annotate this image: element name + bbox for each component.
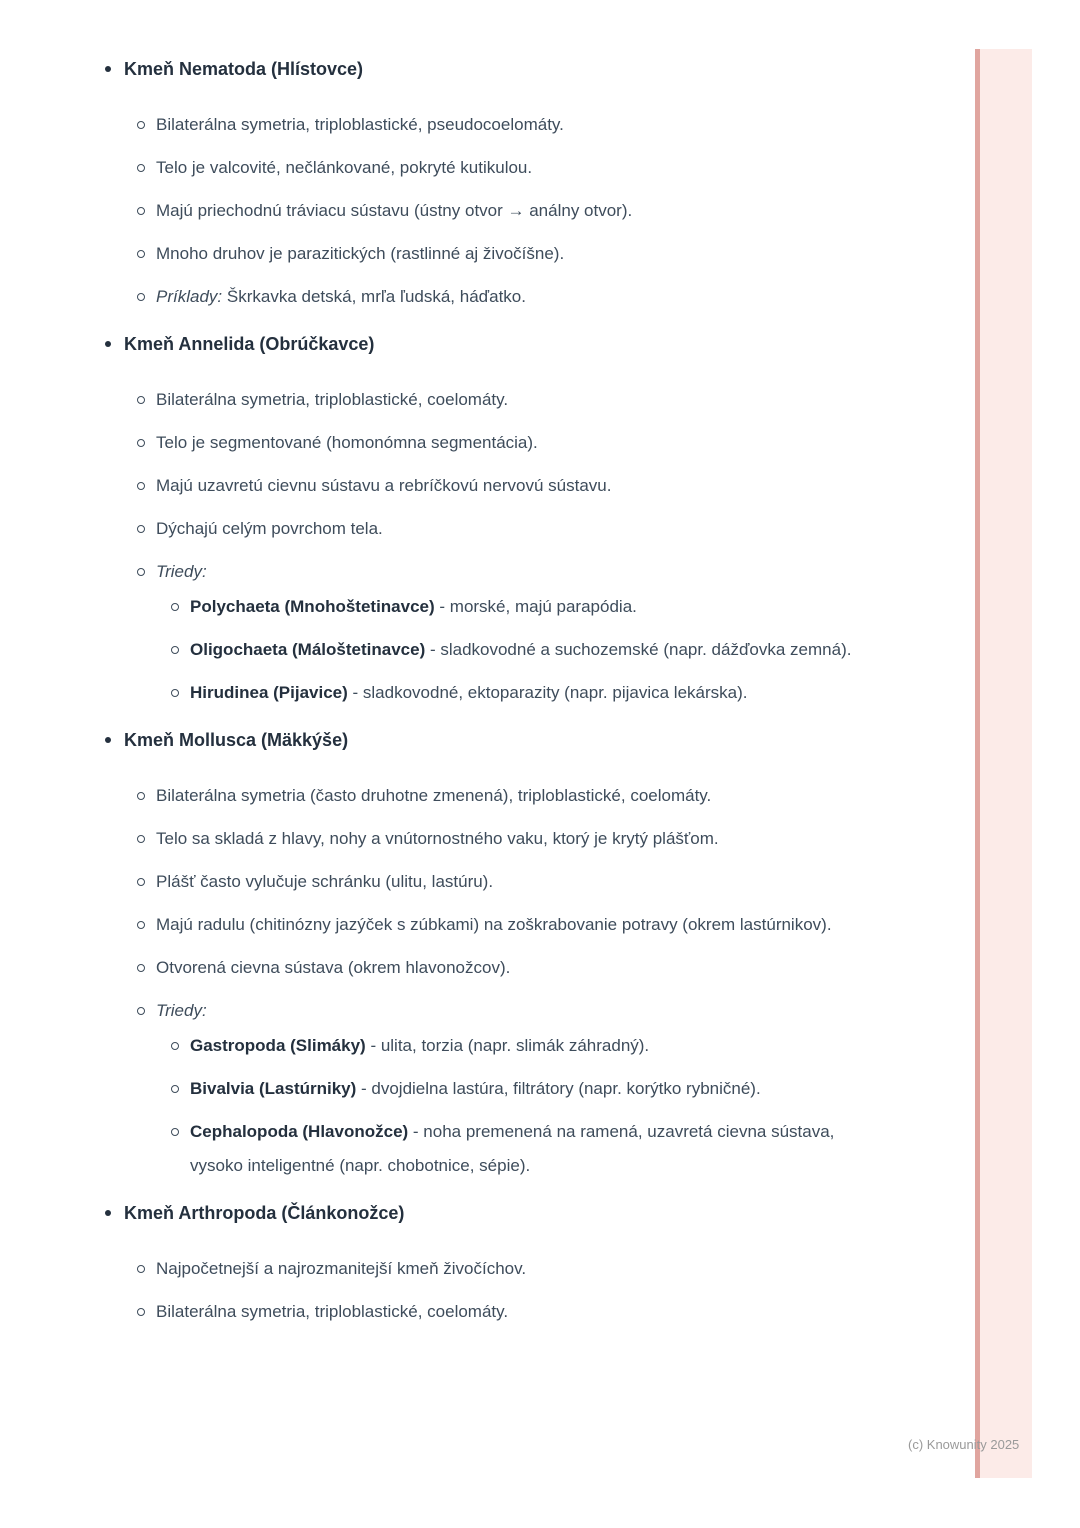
list-item: [100, 280, 855, 314]
item-text-rest: Bilaterálna symetria, triploblastické, pseudocoelomáty.: [156, 115, 564, 134]
item-text-rest: Bilaterálna symetria, triploblastické, coelomáty.: [156, 1302, 509, 1321]
item-lead-bold: Polychaeta (Mnohoštetinavce): [190, 597, 435, 616]
bullet-icon: [137, 250, 145, 258]
item-text: [190, 683, 747, 702]
item-text-rest: Majú priechodnú tráviacu sústavu (ústny otvor → análny otvor).: [156, 201, 633, 220]
section: [100, 1196, 855, 1329]
item-list: [100, 779, 855, 1183]
item-text-rest: Telo je segmentované (homonómna segmentácia).: [156, 433, 538, 452]
item-text-rest: Plášť často vylučuje schránku (ulitu, lastúru).: [156, 872, 494, 891]
item-text: [190, 1122, 834, 1175]
bullet-icon: [137, 207, 145, 215]
list-item: [100, 908, 855, 942]
bullet-icon: [171, 689, 179, 697]
item-lead-italic: Príklady:: [156, 287, 223, 306]
list-item: [100, 1295, 855, 1329]
item-text: [190, 640, 851, 659]
bullet-icon: [105, 1210, 111, 1216]
watermark: (c) Knowunity 2025: [908, 1437, 1020, 1452]
item-text: [156, 1001, 207, 1020]
item-text: [156, 786, 711, 805]
item-text-rest: Telo je valcovité, nečlánkované, pokryté kutikulou.: [156, 158, 533, 177]
item-lead-italic: Triedy:: [156, 1001, 207, 1020]
item-list: [100, 1252, 855, 1329]
bullet-icon: [105, 66, 111, 72]
item-text-rest: Škrkavka detská, mrľa ľudská, háďatko.: [222, 287, 526, 306]
list-item: [100, 512, 855, 546]
section-title: Kmeň Arthropoda (Článkonožce): [124, 1203, 405, 1223]
section: [100, 52, 855, 314]
item-text: [190, 1079, 761, 1098]
bullet-icon: [137, 396, 145, 404]
bullet-icon: [137, 792, 145, 800]
item-list: [100, 108, 855, 314]
item-text: [156, 519, 383, 538]
item-text: [156, 872, 493, 891]
bullet-icon: [137, 439, 145, 447]
section-title: Kmeň Nematoda (Hlístovce): [124, 59, 364, 79]
list-item: [100, 151, 855, 185]
item-text-rest: Bilaterálna symetria (často druhotne zmenená), triploblastické, coelomáty.: [156, 786, 712, 805]
bullet-icon: [171, 646, 179, 654]
section: [100, 723, 855, 1183]
item-text: [190, 597, 637, 616]
list-item: [156, 676, 855, 710]
bullet-icon: [137, 964, 145, 972]
item-text-rest: Majú radulu (chitinózny jazýček s zúbkami) na zoškrabovanie potravy (okrem lastúrnikov).: [156, 915, 832, 934]
item-text-rest: Majú uzavretú cievnu sústavu a rebríčkovú nervovú sústavu.: [156, 476, 612, 495]
item-text-rest: - sladkovodné, ektoparazity (napr. pijavica lekárska).: [347, 683, 748, 702]
bullet-icon: [137, 835, 145, 843]
bullet-icon: [137, 293, 145, 301]
bullet-icon: [137, 525, 145, 533]
item-lead-bold: Bivalvia (Lastúrniky): [190, 1079, 357, 1098]
section-title: Kmeň Annelida (Obrúčkavce): [124, 334, 375, 354]
item-text-rest: - noha premenená na ramená, uzavretá cievna sústava, vysoko inteligentné (napr. chobotnice, sépie).: [190, 1122, 835, 1175]
list-item: [100, 426, 855, 460]
list-item: [100, 994, 855, 1183]
bullet-icon: [171, 1042, 179, 1050]
document-content: [100, 52, 855, 1342]
accent-stripe: [975, 49, 1032, 1478]
item-text-rest: - ulita, torzia (napr. slimák záhradný).: [365, 1036, 650, 1055]
list-item: [100, 555, 855, 710]
item-text: [156, 390, 508, 409]
bullet-icon: [137, 568, 145, 576]
section: [100, 327, 855, 710]
item-text-rest: Bilaterálna symetria, triploblastické, coelomáty.: [156, 390, 509, 409]
section-title-row: [100, 1196, 855, 1231]
list-item: [156, 633, 855, 667]
list-item: [100, 383, 855, 417]
item-text: [156, 158, 532, 177]
item-text: [156, 562, 207, 581]
list-item: [156, 1072, 855, 1106]
list-item: [100, 237, 855, 271]
item-text-rest: Mnoho druhov je parazitických (rastlinné aj živočíšne).: [156, 244, 565, 263]
bullet-icon: [137, 164, 145, 172]
bullet-icon: [137, 878, 145, 886]
list-item: [100, 469, 855, 503]
item-text-rest: Telo sa skladá z hlavy, nohy a vnútornostného vaku, ktorý je krytý plášťom.: [156, 829, 719, 848]
section-title-row: [100, 723, 855, 758]
section-title: Kmeň Mollusca (Mäkkýše): [124, 730, 349, 750]
item-text-rest: Otvorená cievna sústava (okrem hlavonožcov).: [156, 958, 511, 977]
item-text: [156, 287, 526, 306]
item-text-rest: - sladkovodné a suchozemské (napr. dážďovka zemná).: [425, 640, 852, 659]
item-text: [156, 433, 538, 452]
bullet-icon: [171, 1128, 179, 1136]
item-text-rest: - dvojdielna lastúra, filtrátory (napr. korýtko rybničné).: [356, 1079, 761, 1098]
bullet-icon: [105, 737, 111, 743]
bullet-icon: [137, 1007, 145, 1015]
item-text-rest: Dýchajú celým povrchom tela.: [156, 519, 383, 538]
list-item: [156, 1115, 855, 1183]
item-text: [156, 244, 564, 263]
item-text: [156, 115, 564, 134]
bullet-icon: [137, 1308, 145, 1316]
section-title-row: [100, 52, 855, 87]
item-lead-bold: Cephalopoda (Hlavonožce): [190, 1122, 409, 1141]
bullet-icon: [137, 921, 145, 929]
bullet-icon: [137, 1265, 145, 1273]
list-item: [100, 194, 855, 228]
item-lead-bold: Gastropoda (Slimáky): [190, 1036, 366, 1055]
item-lead-italic: Triedy:: [156, 562, 207, 581]
item-text: [156, 958, 510, 977]
item-list: [100, 383, 855, 710]
item-text: [156, 1302, 508, 1321]
bullet-icon: [137, 121, 145, 129]
bullet-icon: [137, 482, 145, 490]
list-item: [100, 951, 855, 985]
item-text-rest: - morské, majú parapódia.: [434, 597, 637, 616]
bullet-icon: [171, 603, 179, 611]
list-item: [100, 822, 855, 856]
list-item: [100, 108, 855, 142]
bullet-icon: [105, 341, 111, 347]
list-item: [100, 1252, 855, 1286]
bullet-icon: [171, 1085, 179, 1093]
item-text: [156, 829, 719, 848]
list-item: [100, 779, 855, 813]
item-text: [156, 915, 832, 934]
item-text: [156, 476, 611, 495]
list-item: [156, 590, 855, 624]
sub-item-list: [156, 1029, 855, 1183]
item-lead-bold: Hirudinea (Pijavice): [190, 683, 348, 702]
item-text: [190, 1036, 649, 1055]
item-lead-bold: Oligochaeta (Máloštetinavce): [190, 640, 426, 659]
item-text: [156, 1259, 526, 1278]
list-item: [100, 865, 855, 899]
list-item: [156, 1029, 855, 1063]
item-text-rest: Najpočetnejší a najrozmanitejší kmeň živočíchov.: [156, 1259, 527, 1278]
section-title-row: [100, 327, 855, 362]
item-text: [156, 201, 632, 220]
sub-item-list: [156, 590, 855, 710]
